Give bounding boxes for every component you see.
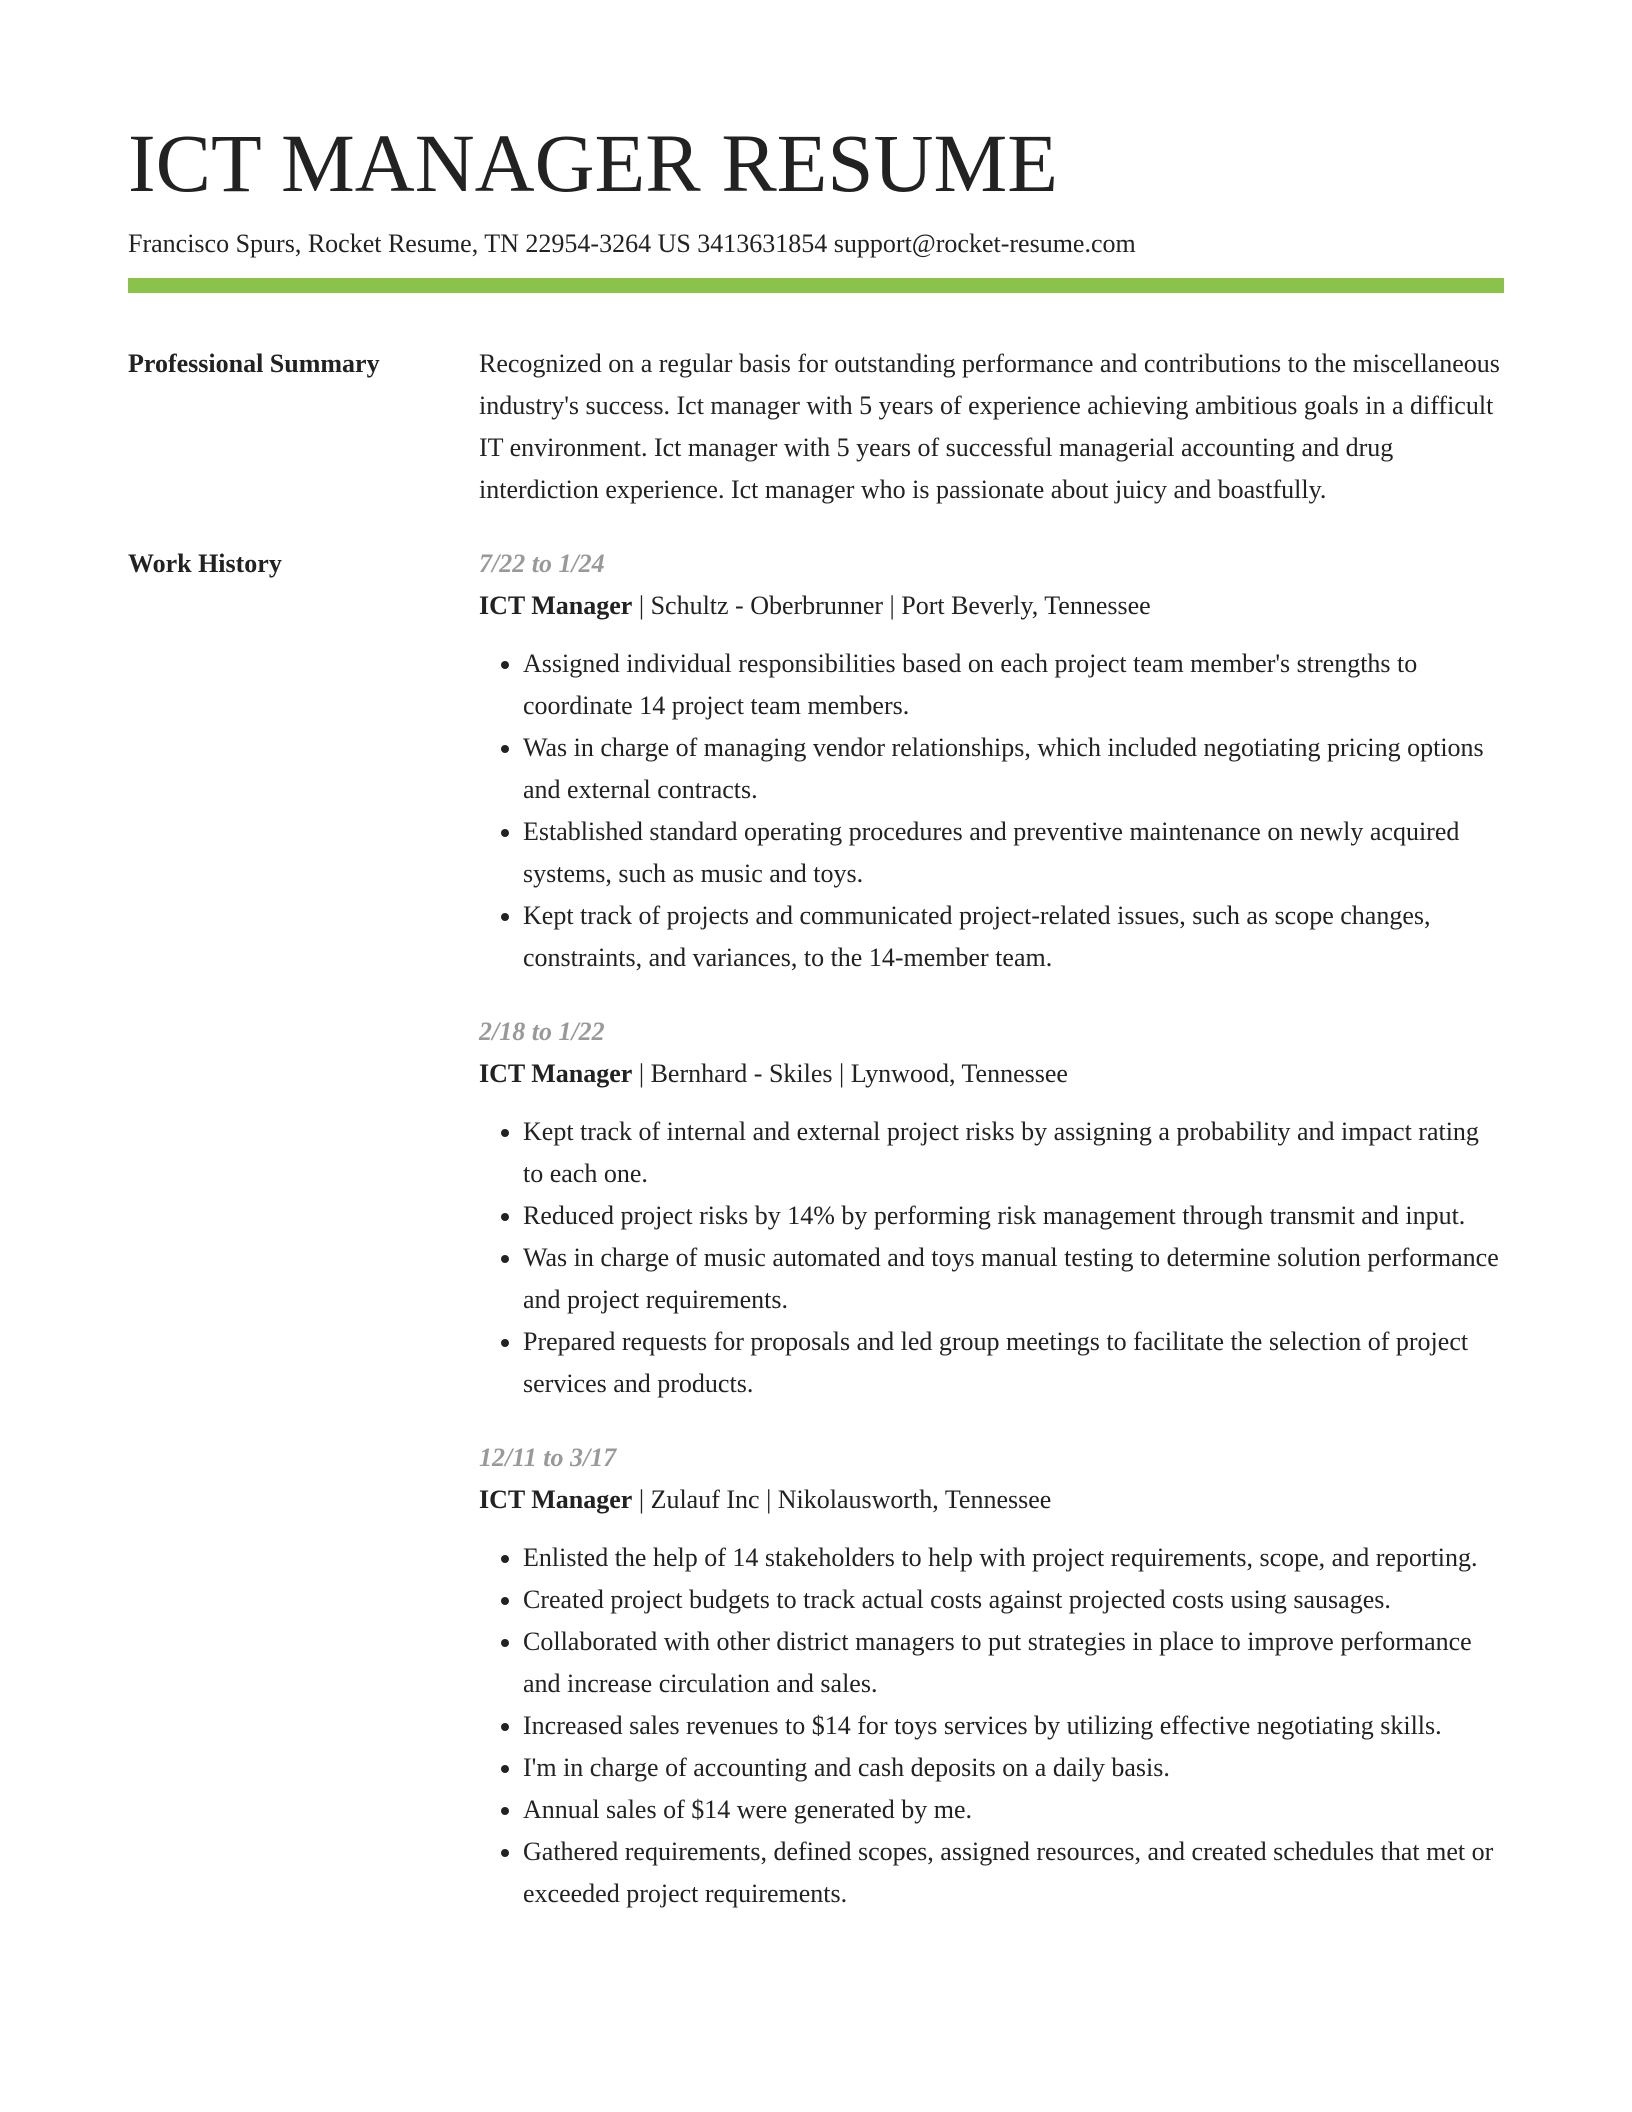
section-label-work-history: Work History bbox=[128, 549, 282, 579]
job-bullets bbox=[479, 1537, 1504, 1915]
accent-divider bbox=[128, 278, 1504, 293]
job-bullet: • Reduced project risks by 14% by performing risk management through transmit and input. bbox=[523, 1195, 1504, 1237]
summary-text: Recognized on a regular basis for outstanding performance and contributions to the miscellaneous industry's success. Ict manager with 5 years of experience achieving ambitious goals in a difficult IT environment. Ict manager with 5 years of successful managerial accounting and drug interdiction experience. Ict manager who is passionate about juicy and boastfully. bbox=[479, 349, 1500, 505]
summary-section bbox=[128, 343, 1504, 511]
job-entry bbox=[479, 543, 1504, 979]
job-bullet: • Created project budgets to track actual costs against projected costs using sausages. bbox=[523, 1579, 1504, 1621]
job-heading bbox=[479, 1479, 1504, 1521]
resume-page bbox=[128, 118, 1504, 1947]
job-bullet: • Established standard operating procedures and preventive maintenance on newly acquired systems, such as music and toys. bbox=[523, 811, 1504, 895]
job-heading bbox=[479, 1053, 1504, 1095]
section-label-summary: Professional Summary bbox=[128, 349, 380, 379]
job-bullet: • Was in charge of managing vendor relationships, which included negotiating pricing options and external contracts. bbox=[523, 727, 1504, 811]
job-dates: 2/18 to 1/22 bbox=[479, 1017, 605, 1047]
job-bullets bbox=[479, 643, 1504, 979]
work-history-section bbox=[128, 543, 1504, 1947]
job-bullet: • Assigned individual responsibilities based on each project team member's strengths to coordinate 14 project team members. bbox=[523, 643, 1504, 727]
job-details: | Schultz - Oberbrunner | Port Beverly, Tennessee bbox=[632, 591, 1151, 621]
contact-line: Francisco Spurs, Rocket Resume, TN 22954-3264 US 3413631854 support@rocket-resume.com bbox=[128, 229, 1136, 259]
job-bullet: • Collaborated with other district managers to put strategies in place to improve performance and increase circulation and sales. bbox=[523, 1621, 1504, 1705]
job-bullets bbox=[479, 1111, 1504, 1405]
job-entry bbox=[479, 1437, 1504, 1915]
job-title: ICT Manager bbox=[479, 591, 633, 621]
job-dates: 12/11 to 3/17 bbox=[479, 1443, 617, 1473]
job-bullet: • Gathered requirements, defined scopes, assigned resources, and created schedules that met or exceeded project requirements. bbox=[523, 1831, 1504, 1915]
job-bullet: • Kept track of projects and communicated project-related issues, such as scope changes, constraints, and variances, to the 14-member team. bbox=[523, 895, 1504, 979]
job-details: | Bernhard - Skiles | Lynwood, Tennessee bbox=[632, 1059, 1068, 1089]
job-details: | Zulauf Inc | Nikolausworth, Tennessee bbox=[632, 1485, 1052, 1515]
job-title: ICT Manager bbox=[479, 1059, 633, 1089]
job-bullet: • Prepared requests for proposals and led group meetings to facilitate the selection of project services and products. bbox=[523, 1321, 1504, 1405]
job-bullet: • Kept track of internal and external project risks by assigning a probability and impact rating to each one. bbox=[523, 1111, 1504, 1195]
job-dates: 7/22 to 1/24 bbox=[479, 549, 605, 579]
job-bullet: • I'm in charge of accounting and cash deposits on a daily basis. bbox=[523, 1747, 1504, 1789]
job-bullet: • Was in charge of music automated and toys manual testing to determine solution performance and project requirements. bbox=[523, 1237, 1504, 1321]
page-title: ICT MANAGER RESUME bbox=[128, 117, 1058, 209]
job-title: ICT Manager bbox=[479, 1485, 633, 1515]
job-bullet: • Increased sales revenues to $14 for toys services by utilizing effective negotiating skills. bbox=[523, 1705, 1504, 1747]
job-heading bbox=[479, 585, 1504, 627]
job-bullet: • Enlisted the help of 14 stakeholders to help with project requirements, scope, and reporting. bbox=[523, 1537, 1504, 1579]
job-bullet: • Annual sales of $14 were generated by me. bbox=[523, 1789, 1504, 1831]
job-entry bbox=[479, 1011, 1504, 1405]
work-history-list bbox=[479, 543, 1504, 1947]
